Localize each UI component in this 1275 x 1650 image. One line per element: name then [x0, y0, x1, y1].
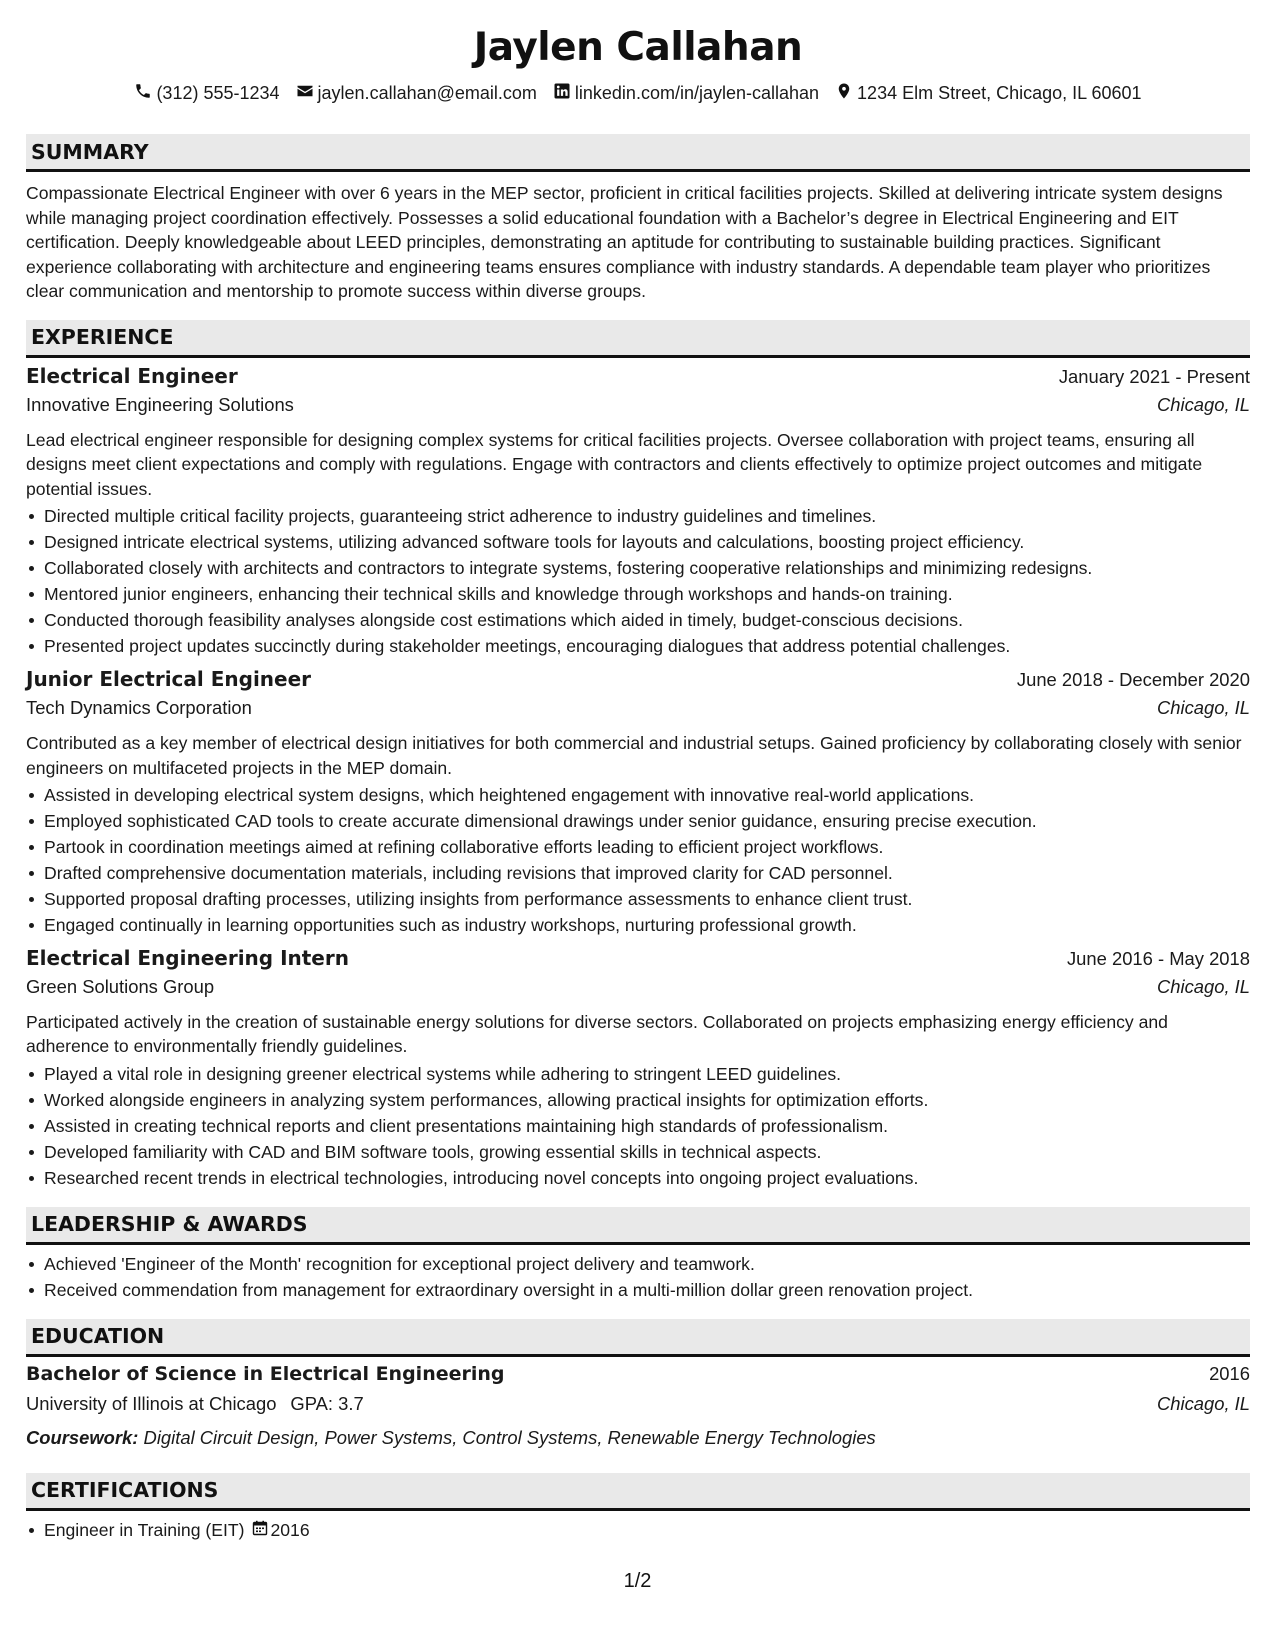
experience-entry: [26, 364, 1250, 659]
list-item: Directed multiple critical facility projects, guaranteeing strict adherence to industry guidelines and timelines.: [26, 503, 1250, 529]
graduation-year: 2016: [1209, 1362, 1250, 1384]
gpa: GPA: 3.7: [290, 1392, 364, 1414]
list-item: Supported proposal drafting processes, utilizing insights from performance assessments to enhance client trust.: [26, 886, 1250, 912]
list-item: Assisted in creating technical reports and client presentations maintaining high standards of professionalism.: [26, 1113, 1250, 1139]
experience-entry: [26, 667, 1250, 938]
list-item: Received commendation from management for extraordinary oversight in a multi-million dollar green renovation project.: [26, 1277, 1250, 1303]
linkedin-link[interactable]: linkedin.com/in/jaylen-callahan: [574, 82, 820, 103]
school-name: University of Illinois at Chicago: [26, 1392, 277, 1414]
job-title: Electrical Engineer: [26, 363, 238, 388]
list-item: [26, 1517, 1250, 1543]
coursework-list: Digital Circuit Design, Power Systems, Control Systems, Renewable Energy Technologies: [143, 1426, 876, 1448]
list-item: Partook in coordination meetings aimed at refining collaborative efforts leading to efficient project workflows.: [26, 834, 1250, 860]
contact-address: [835, 82, 1142, 105]
linkedin-icon: [553, 82, 571, 105]
list-item: Presented project updates succinctly during stakeholder meetings, encouraging dialogues that address potential challenges.: [26, 633, 1250, 659]
list-item: Drafted comprehensive documentation materials, including revisions that improved clarity for CAD personnel.: [26, 860, 1250, 886]
list-item: Conducted thorough feasibility analyses alongside cost estimations which aided in timely, budget-conscious decisions.: [26, 607, 1250, 633]
job-location: Chicago, IL: [1156, 393, 1250, 415]
list-item: Engaged continually in learning opportunities such as industry workshops, nurturing professional growth.: [26, 912, 1250, 938]
list-item: Developed familiarity with CAD and BIM software tools, growing essential skills in technical aspects.: [26, 1139, 1250, 1165]
certifications-section: [26, 1473, 1250, 1543]
job-dates: January 2021 - Present: [1058, 365, 1250, 387]
map-pin-icon: [835, 82, 853, 105]
section-heading: LEADERSHIP & AWARDS: [26, 1207, 1250, 1245]
calendar-icon: [252, 1517, 268, 1543]
phone-text: (312) 555-1234: [156, 82, 280, 103]
job-description: Participated actively in the creation of sustainable energy solutions for diverse sectors. Collaborated on projects emphasizing energy efficiency and adherence to environmentally friendly guidelines.: [26, 1012, 1168, 1057]
section-heading: CERTIFICATIONS: [26, 1473, 1250, 1511]
list-item: Played a vital role in designing greener electrical systems while adhering to stringent LEED guidelines.: [26, 1061, 1250, 1087]
coursework-label: Coursework:: [26, 1426, 139, 1448]
contact-linkedin[interactable]: [553, 82, 819, 105]
list-item: Worked alongside engineers in analyzing system performances, allowing practical insights for optimization efforts.: [26, 1087, 1250, 1113]
company-name: Green Solutions Group: [26, 976, 215, 997]
degree-title: Bachelor of Science in Electrical Engineering: [26, 1362, 505, 1385]
contact-email[interactable]: [296, 82, 537, 105]
contact-phone: [134, 82, 279, 105]
job-title: Electrical Engineering Intern: [26, 946, 349, 970]
education-section: [26, 1319, 1250, 1453]
page-number: 1/2: [623, 1570, 652, 1592]
experience-section: [26, 320, 1250, 1191]
job-description: Lead electrical engineer responsible for designing complex systems for critical facilities projects. Oversee collaboration with project teams, ensuring all designs meet client expectations and comply with regulations. Engage with contractors and clients effectively to optimize project outcomes and mitigate potential issues.: [26, 429, 1203, 499]
certification-year: 2016: [270, 1519, 310, 1540]
bullet-list: [26, 503, 1250, 659]
list-item: Collaborated closely with architects and contractors to integrate systems, fostering cooperative relationships and minimizing redesigns.: [26, 555, 1250, 581]
experience-entry: [26, 946, 1250, 1191]
bullet-list: [26, 782, 1250, 938]
list-item: Mentored junior engineers, enhancing their technical skills and knowledge through workshops and hands-on training.: [26, 581, 1250, 607]
section-heading: EXPERIENCE: [26, 320, 1250, 358]
bullet-list: [26, 1517, 1250, 1543]
candidate-name: Jaylen Callahan: [473, 25, 803, 70]
list-item: Assisted in developing electrical system designs, which heightened engagement with innovative real-world applications.: [26, 782, 1250, 808]
summary-text: Compassionate Electrical Engineer with over 6 years in the MEP sector, proficient in critical facilities projects. Skilled at delivering intricate system designs while managing project coordination effectively. Possesses a solid educational foundation with a Bachelor’s degree in Electrical Engineering and EIT certification. Deeply knowledgeable about LEED principles, demonstrating an aptitude for contributing to sustainable building practices. Significant experience collaborating with architecture and engineering teams ensures compliance with industry standards. A dependable team player who prioritizes clear communication and mentorship to promote success within diverse groups.: [26, 183, 1223, 302]
email-link[interactable]: jaylen.callahan@email.com: [317, 82, 537, 103]
job-location: Chicago, IL: [1156, 697, 1250, 719]
envelope-icon: [296, 82, 314, 105]
bullet-list: [26, 1251, 1250, 1303]
company-name: Tech Dynamics Corporation: [26, 697, 252, 719]
company-name: Innovative Engineering Solutions: [26, 393, 294, 415]
leadership-section: [26, 1207, 1250, 1303]
list-item: Researched recent trends in electrical technologies, introducing novel concepts into ongoing project evaluations.: [26, 1165, 1250, 1191]
contact-bar: [26, 80, 1250, 106]
summary-section: [26, 134, 1250, 304]
job-dates: June 2016 - May 2018: [1066, 948, 1250, 969]
job-dates: June 2018 - December 2020: [1016, 669, 1250, 691]
school-location: Chicago, IL: [1156, 1392, 1250, 1414]
bullet-list: [26, 1061, 1250, 1191]
job-title: Junior Electrical Engineer: [26, 667, 312, 692]
resume-page: [26, 20, 1250, 1543]
phone-icon: [134, 82, 152, 105]
job-location: Chicago, IL: [1156, 976, 1250, 997]
coursework: [26, 1423, 1250, 1453]
section-heading: SUMMARY: [26, 134, 1250, 172]
section-heading: EDUCATION: [26, 1319, 1250, 1357]
address-text: 1234 Elm Street, Chicago, IL 60601: [857, 82, 1142, 103]
list-item: Designed intricate electrical systems, utilizing advanced software tools for layouts and calculations, boosting project efficiency.: [26, 529, 1250, 555]
list-item: Employed sophisticated CAD tools to create accurate dimensional drawings under senior guidance, ensuring precise execution.: [26, 808, 1250, 834]
job-description: Contributed as a key member of electrical design initiatives for both commercial and industrial setups. Gained proficiency by collaborating closely with senior engineers on multifaceted projects in the MEP domain.: [26, 733, 1242, 778]
certification-name: Engineer in Training (EIT): [44, 1519, 245, 1540]
list-item: Achieved 'Engineer of the Month' recognition for exceptional project delivery and teamwork.: [26, 1251, 1250, 1277]
